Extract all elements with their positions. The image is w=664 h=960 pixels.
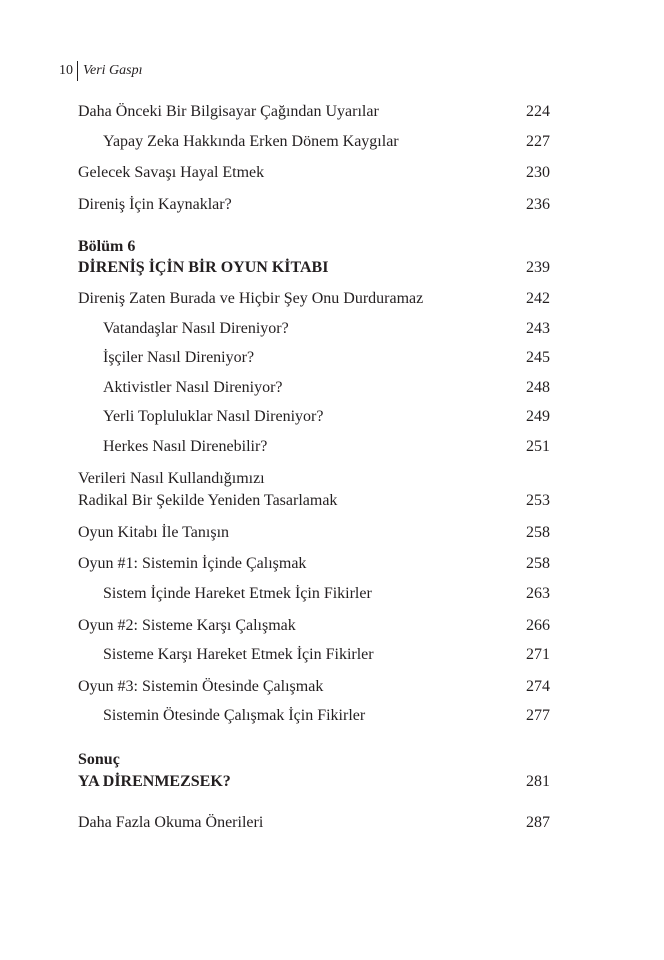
toc-subentry xyxy=(78,347,550,369)
page-number: 10 xyxy=(59,61,78,81)
toc-subentry xyxy=(78,705,550,727)
toc-entry-page: 243 xyxy=(526,320,550,337)
toc-entry-title: Yerli Topluluklar Nasıl Direniyor? xyxy=(103,408,324,425)
toc-entry xyxy=(78,553,550,575)
conclusion-title: YA DİRENMEZSEK? xyxy=(78,773,231,790)
toc-entry-page: 245 xyxy=(526,349,550,366)
toc-entry-page: 281 xyxy=(526,773,550,790)
conclusion-label xyxy=(78,749,550,771)
toc-entry-title: İşçiler Nasıl Direniyor? xyxy=(103,349,255,366)
toc-entry-page: 263 xyxy=(526,585,550,602)
toc-entry-title: Gelecek Savaşı Hayal Etmek xyxy=(78,164,265,181)
chapter-number: Bölüm 6 xyxy=(78,238,136,255)
toc-entry-page: 277 xyxy=(526,707,550,724)
toc-entry-title: Sistemin Ötesinde Çalışmak İçin Fikirler xyxy=(103,707,366,724)
chapter-title-entry xyxy=(78,257,550,279)
toc-subentry xyxy=(78,644,550,666)
toc-entry-line1 xyxy=(78,468,550,490)
toc-entry-title: Daha Fazla Okuma Önerileri xyxy=(78,814,264,831)
toc-entry xyxy=(78,615,550,637)
toc-entry-page: 258 xyxy=(526,524,550,541)
toc-entry-page: 227 xyxy=(526,133,550,150)
toc-entry-title: Herkes Nasıl Direnebilir? xyxy=(103,438,268,455)
toc-entry-title: Sisteme Karşı Hareket Etmek İçin Fikirler xyxy=(103,646,374,663)
conclusion-heading: Sonuç xyxy=(78,751,120,768)
toc-entry-page: 242 xyxy=(526,290,550,307)
toc-entry-page: 253 xyxy=(526,492,550,509)
toc-entry-page: 274 xyxy=(526,678,550,695)
chapter-label xyxy=(78,236,550,258)
toc-entry xyxy=(78,288,550,310)
toc-entry-title: Aktivistler Nasıl Direniyor? xyxy=(103,379,283,396)
toc-entry-page: 271 xyxy=(526,646,550,663)
toc-subentry xyxy=(78,318,550,340)
toc-entry-page: 236 xyxy=(526,196,550,213)
toc-entry-title: Oyun #2: Sisteme Karşı Çalışmak xyxy=(78,617,296,634)
toc-entry-title: Oyun Kitabı İle Tanışın xyxy=(78,524,230,541)
toc-entry-title: Radikal Bir Şekilde Yeniden Tasarlamak xyxy=(78,492,338,509)
toc-entry-title: Oyun #3: Sistemin Ötesinde Çalışmak xyxy=(78,678,324,695)
toc-entry-title: Sistem İçinde Hareket Etmek İçin Fikirler xyxy=(103,585,372,602)
toc-subentry xyxy=(78,436,550,458)
toc-entry xyxy=(78,194,550,216)
toc-entry xyxy=(78,676,550,698)
toc-subentry xyxy=(78,377,550,399)
toc-entry-title: Vatandaşlar Nasıl Direniyor? xyxy=(103,320,289,337)
toc-entry-page: 258 xyxy=(526,555,550,572)
toc-entry xyxy=(78,101,550,123)
conclusion-title-entry xyxy=(78,771,550,793)
toc-entry-title: Oyun #1: Sistemin İçinde Çalışmak xyxy=(78,555,307,572)
toc-entry-title: Direniş Zaten Burada ve Hiçbir Şey Onu Durduramaz xyxy=(78,290,424,307)
toc-subentry xyxy=(78,583,550,605)
toc-entry-page: 224 xyxy=(526,103,550,120)
toc-entry xyxy=(78,522,550,544)
toc-entry xyxy=(78,812,550,834)
toc-entry-page: 249 xyxy=(526,408,550,425)
toc-entry-page: 248 xyxy=(526,379,550,396)
toc-entry-page: 230 xyxy=(526,164,550,181)
toc-entry-title: Daha Önceki Bir Bilgisayar Çağından Uyarılar xyxy=(78,103,379,120)
toc-entry-title: Yapay Zeka Hakkında Erken Dönem Kaygılar xyxy=(103,133,399,150)
toc-entry-page: 266 xyxy=(526,617,550,634)
toc-subentry xyxy=(78,406,550,428)
toc-entry-page: 251 xyxy=(526,438,550,455)
chapter-title: DİRENİŞ İÇİN BİR OYUN KİTABI xyxy=(78,259,329,276)
toc-entry xyxy=(78,162,550,184)
toc-entry-page: 287 xyxy=(526,814,550,831)
toc-entry xyxy=(78,490,550,512)
toc-entry-title: Direniş İçin Kaynaklar? xyxy=(78,196,232,213)
toc-subentry xyxy=(78,131,550,153)
running-header xyxy=(59,61,143,81)
book-title: Veri Gaspı xyxy=(83,63,143,78)
toc-entry-page: 239 xyxy=(526,259,550,276)
toc-entry-title: Verileri Nasıl Kullandığımızı xyxy=(78,470,265,487)
